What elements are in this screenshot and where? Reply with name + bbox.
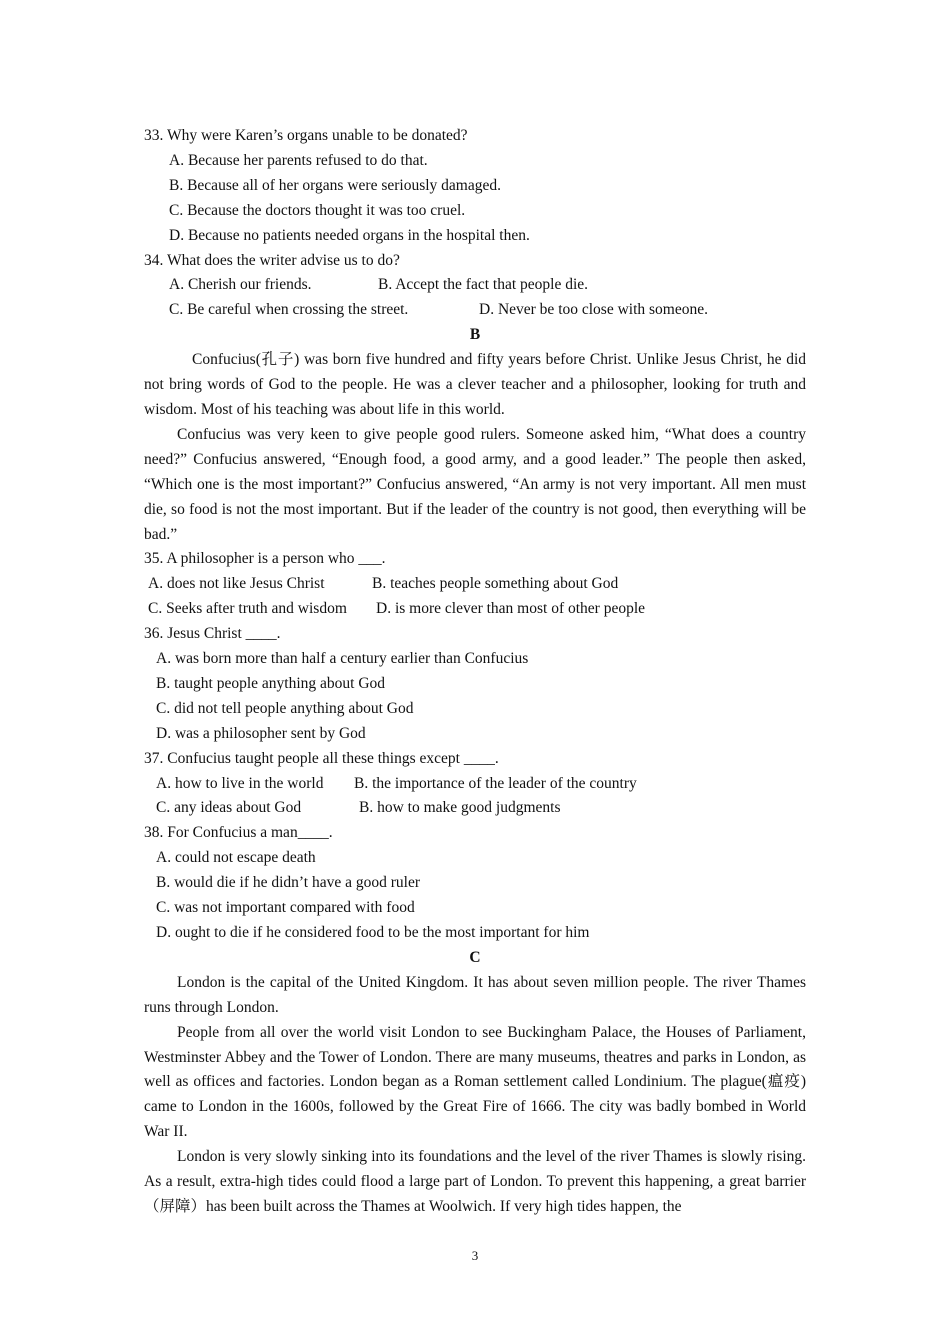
question-37: 37. Confucius taught people all these things except ____. <box>144 749 499 767</box>
option-35-b: B. teaches people something about God <box>372 575 619 593</box>
question-34: 34. What does the writer advise us to do? <box>144 251 400 269</box>
page-number: 3 <box>471 1248 479 1263</box>
option-34-a: A. Cherish our friends. <box>169 276 312 294</box>
option-38-d: D. ought to die if he considered food to be the most important for him <box>156 924 590 941</box>
option-33-d: D. Because no patients needed organs in the hospital then. <box>169 226 530 244</box>
question-35: 35. A philosopher is a person who ___. <box>144 550 386 568</box>
question-36: 36. Jesus Christ ____. <box>144 625 281 643</box>
section-heading-b: B <box>469 326 481 344</box>
option-35-a: A. does not like Jesus Christ <box>148 575 325 593</box>
option-36-b: B. taught people anything about God <box>156 674 386 692</box>
option-row-37-ab <box>144 772 806 797</box>
option-37-d: B. how to make good judgments <box>359 799 561 817</box>
option-row-35-ab <box>144 572 806 597</box>
option-36-c: C. did not tell people anything about God <box>156 699 414 717</box>
option-38-b: B. would die if he didn’t have a good ruler <box>156 874 421 892</box>
paragraph-b-2: Confucius was very keen to give people good rulers. Someone asked him, “What does a country need?” Confucius answered, “Enough food, a good army, and a good leader.” The people then asked, “Which one is the most important?” Confucius answered, “An army is not very important. All men must die, so food is not the most important. But if the leader of the country is not good, then everything will be bad.” <box>144 425 806 543</box>
option-37-a: A. how to live in the world <box>156 774 324 792</box>
option-34-d: D. Never be too close with someone. <box>479 301 708 319</box>
option-row-35-cd <box>144 597 806 622</box>
paragraph-c-2: People from all over the world visit London to see Buckingham Palace, the Houses of Parliament, Westminster Abbey and the Tower of London. There are many museums, theatres and parks in London, as well as offices and factories. London began as a Roman settlement called Londinium. The plague(瘟疫) came to London in the 1600s, followed by the Great Fire of 1666. The city was badly bombed in World War II. <box>144 1023 806 1141</box>
option-35-c: C. Seeks after truth and wisdom <box>148 600 347 618</box>
paragraph-c-1: London is the capital of the United Kingdom. It has about seven million people. The river Thames runs through London. <box>144 973 806 1016</box>
paragraph-b-1: Confucius(孔子) was born five hundred and fifty years before Christ. Unlike Jesus Christ, he did not bring words of God to the people. He was a clever teacher and a philosopher, looking for truth and wisdom. Most of his teaching was about life in this world. <box>144 351 806 418</box>
option-34-b: B. Accept the fact that people die. <box>378 276 589 294</box>
option-33-b: B. Because all of her organs were seriously damaged. <box>169 176 501 194</box>
option-37-b: B. the importance of the leader of the country <box>354 774 637 792</box>
document-page <box>144 124 806 1220</box>
option-37-c: C. any ideas about God <box>156 799 302 817</box>
option-38-c: C. was not important compared with food <box>156 899 415 917</box>
option-row-34-ab <box>144 273 806 298</box>
section-heading-c: C <box>469 948 481 966</box>
question-38: 38. For Confucius a man____. <box>144 824 333 842</box>
option-34-c: C. Be careful when crossing the street. <box>169 301 409 319</box>
option-33-c: C. Because the doctors thought it was too cruel. <box>169 201 466 219</box>
option-36-a: A. was born more than half a century earlier than Confucius <box>156 650 529 668</box>
option-row-37-cd <box>144 796 806 821</box>
option-row-34-cd <box>144 298 806 323</box>
paragraph-c-3: London is very slowly sinking into its foundations and the level of the river Thames is slowly rising. As a result, extra-high tides could flood a large part of London. To prevent this happening, a great barrier（屏障）has been built across the Thames at Woolwich. If very high tides happen, the <box>144 1148 806 1215</box>
option-35-d: D. is more clever than most of other people <box>376 600 646 618</box>
option-36-d: D. was a philosopher sent by God <box>156 724 366 742</box>
option-33-a: A. Because her parents refused to do that. <box>169 151 428 169</box>
option-38-a: A. could not escape death <box>156 849 316 867</box>
question-33: 33. Why were Karen’s organs unable to be donated? <box>144 127 468 144</box>
